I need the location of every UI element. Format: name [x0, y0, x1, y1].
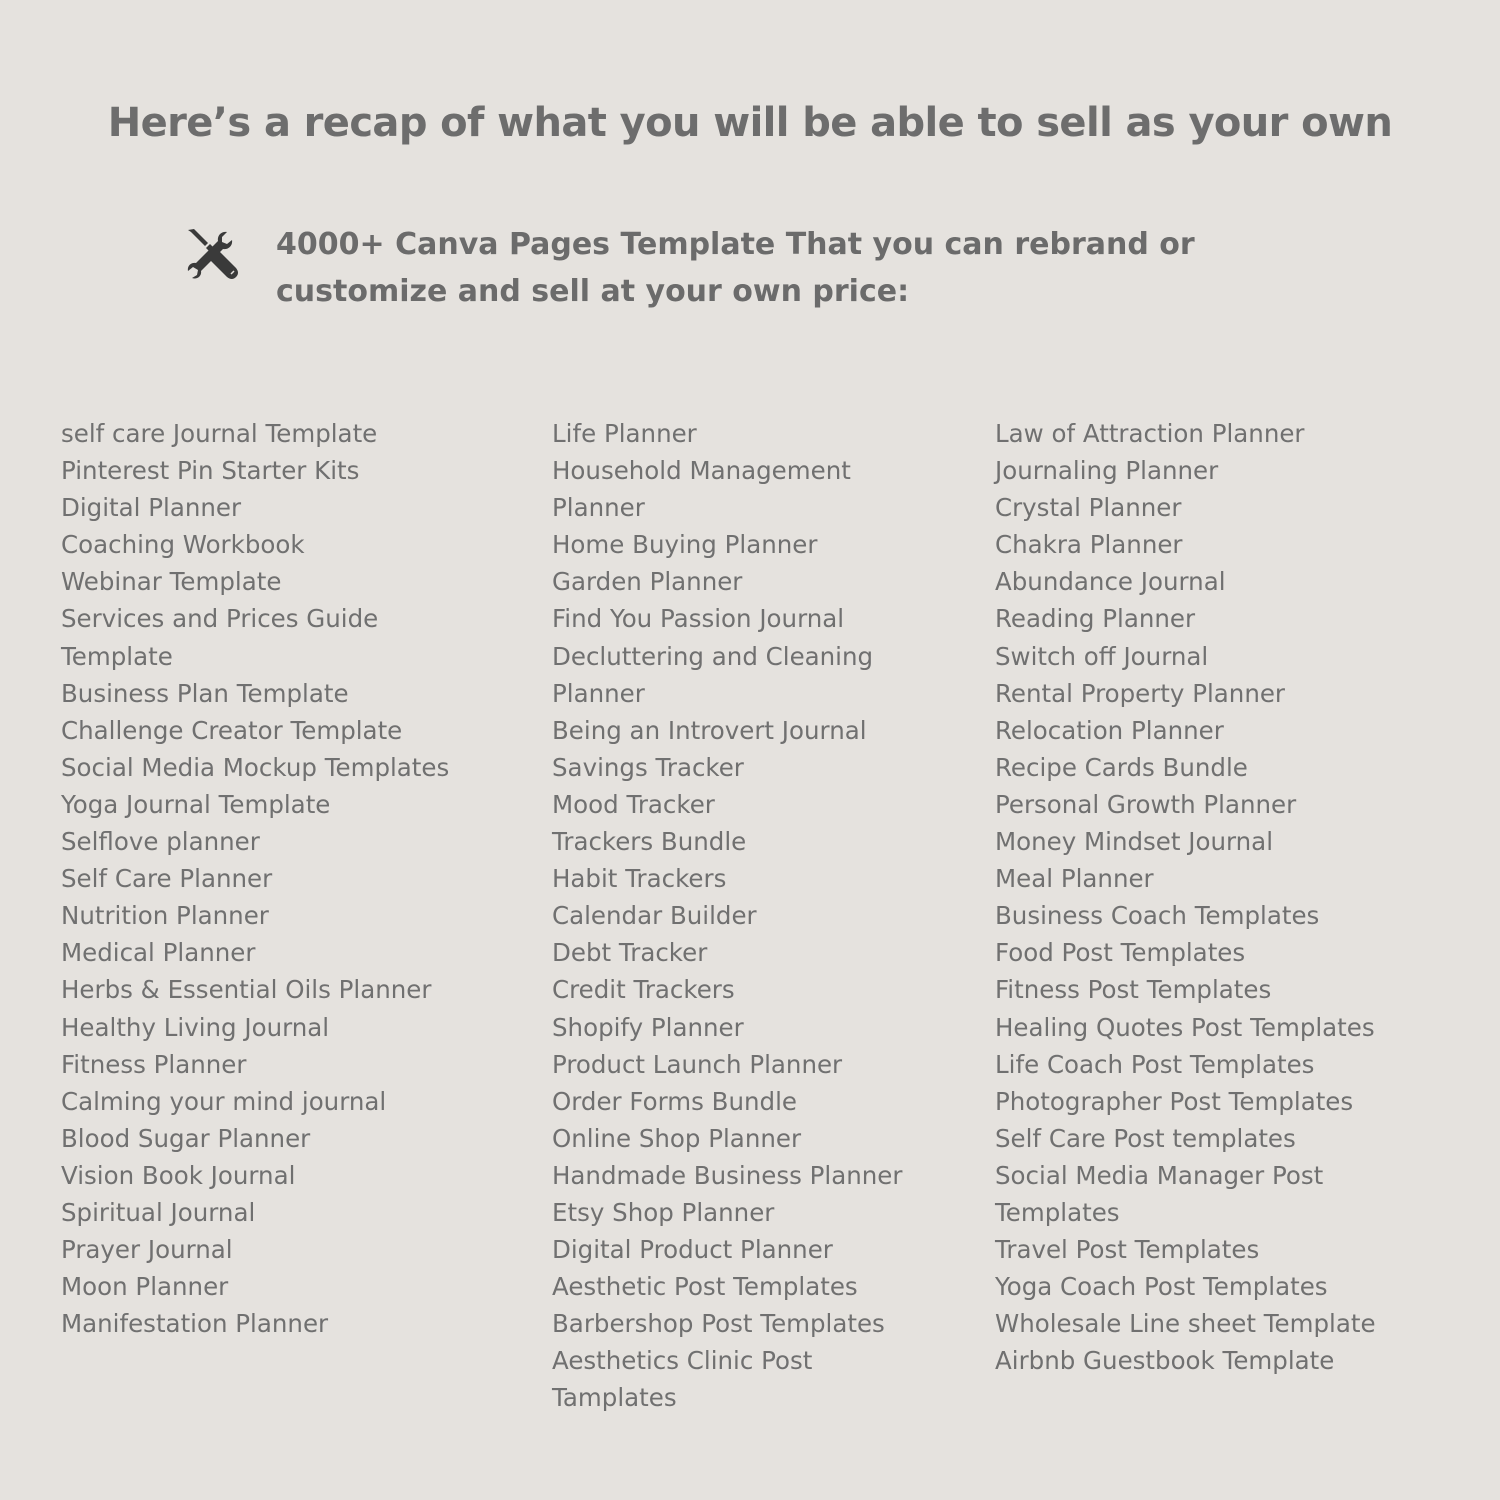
list-item: Aesthetic Post Templates — [552, 1272, 858, 1302]
list-item: Decluttering and Cleaning — [552, 641, 874, 671]
list-item: Spiritual Journal — [61, 1197, 256, 1227]
list-item: Healing Quotes Post Templates — [995, 1012, 1375, 1042]
list-item: Manifestation Planner — [61, 1309, 329, 1339]
list-item: Chakra Planner — [995, 530, 1183, 560]
tools-icon — [184, 226, 242, 284]
list-item: Business Coach Templates — [995, 901, 1320, 931]
list-item: Switch off Journal — [995, 641, 1209, 671]
list-item: Yoga Journal Template — [61, 789, 331, 819]
list-item: Wholesale Line sheet Template — [995, 1309, 1376, 1339]
list-item: Savings Tracker — [552, 752, 744, 782]
list-item: Order Forms Bundle — [552, 1086, 797, 1116]
product-list-column-3 — [995, 415, 1376, 1379]
list-item: Credit Trackers — [552, 975, 735, 1005]
list-item: Webinar Template — [61, 567, 282, 597]
list-item: Business Plan Template — [61, 678, 349, 708]
list-item: Reading Planner — [995, 604, 1196, 634]
list-item: Food Post Templates — [995, 938, 1246, 968]
product-list-column-2 — [552, 415, 902, 1417]
list-item: Habit Trackers — [552, 864, 727, 894]
list-item: Template — [61, 641, 173, 671]
subtitle — [276, 221, 1356, 315]
list-item: Prayer Journal — [61, 1235, 233, 1265]
list-item: Meal Planner — [995, 864, 1154, 894]
list-item: Blood Sugar Planner — [61, 1123, 311, 1153]
list-item: Moon Planner — [61, 1272, 229, 1302]
list-item: Planner — [552, 678, 645, 708]
list-item: Self Care Planner — [61, 864, 273, 894]
list-item: Etsy Shop Planner — [552, 1197, 775, 1227]
list-item: Social Media Mockup Templates — [61, 752, 450, 782]
list-item: Planner — [552, 493, 645, 523]
list-item: Household Management — [552, 456, 851, 486]
list-item: Selflove planner — [61, 827, 260, 857]
list-item: Debt Tracker — [552, 938, 708, 968]
list-item: Online Shop Planner — [552, 1123, 802, 1153]
list-item: Life Planner — [552, 419, 697, 448]
list-item: Abundance Journal — [995, 567, 1226, 597]
list-item: Relocation Planner — [995, 715, 1224, 745]
list-item: Photographer Post Templates — [995, 1086, 1354, 1116]
list-item: Money Mindset Journal — [995, 827, 1274, 857]
list-item: Travel Post Templates — [995, 1235, 1260, 1265]
list-item: Handmade Business Planner — [552, 1160, 903, 1190]
list-item: Social Media Manager Post — [995, 1160, 1324, 1190]
list-item: Herbs & Essential Oils Planner — [61, 975, 432, 1005]
subtitle-line: 4000+ Canva Pages Template That you can rebrand or — [276, 227, 1195, 262]
list-item: Airbnb Guestbook Template — [995, 1346, 1335, 1376]
list-item: Rental Property Planner — [995, 678, 1285, 708]
list-item: Fitness Planner — [61, 1049, 247, 1079]
page-title: Here’s a recap of what you will be able to sell as your own — [107, 100, 1393, 146]
list-item: self care Journal Template — [61, 419, 378, 448]
list-item: Calming your mind journal — [61, 1086, 387, 1116]
list-item: Nutrition Planner — [61, 901, 269, 931]
list-item: Coaching Workbook — [61, 530, 305, 560]
list-item: Pinterest Pin Starter Kits — [61, 456, 360, 486]
list-item: Home Buying Planner — [552, 530, 818, 560]
list-item: Vision Book Journal — [61, 1160, 296, 1190]
list-item: Life Coach Post Templates — [995, 1049, 1315, 1079]
list-item: Law of Attraction Planner — [995, 419, 1305, 448]
list-item: Yoga Coach Post Templates — [995, 1272, 1328, 1302]
product-list-column-1 — [61, 415, 449, 1342]
list-item: Crystal Planner — [995, 493, 1182, 523]
list-item: Find You Passion Journal — [552, 604, 845, 634]
list-item: Personal Growth Planner — [995, 789, 1297, 819]
list-item: Fitness Post Templates — [995, 975, 1272, 1005]
list-item: Tamplates — [552, 1383, 677, 1413]
list-item: Calendar Builder — [552, 901, 757, 931]
list-item: Mood Tracker — [552, 789, 715, 819]
list-item: Aesthetics Clinic Post — [552, 1346, 813, 1376]
list-item: Product Launch Planner — [552, 1049, 843, 1079]
list-item: Garden Planner — [552, 567, 743, 597]
list-item: Digital Planner — [61, 493, 242, 523]
list-item: Services and Prices Guide — [61, 604, 379, 634]
list-item: Journaling Planner — [995, 456, 1219, 486]
list-item: Shopify Planner — [552, 1012, 744, 1042]
subtitle-line: customize and sell at your own price: — [276, 274, 910, 309]
list-item: Healthy Living Journal — [61, 1012, 330, 1042]
list-item: Recipe Cards Bundle — [995, 752, 1248, 782]
list-item: Self Care Post templates — [995, 1123, 1296, 1153]
list-item: Barbershop Post Templates — [552, 1309, 885, 1339]
list-item: Digital Product Planner — [552, 1235, 833, 1265]
list-item: Medical Planner — [61, 938, 256, 968]
list-item: Being an Introvert Journal — [552, 715, 867, 745]
list-item: Challenge Creator Template — [61, 715, 403, 745]
list-item: Trackers Bundle — [552, 827, 747, 857]
list-item: Templates — [995, 1197, 1120, 1227]
